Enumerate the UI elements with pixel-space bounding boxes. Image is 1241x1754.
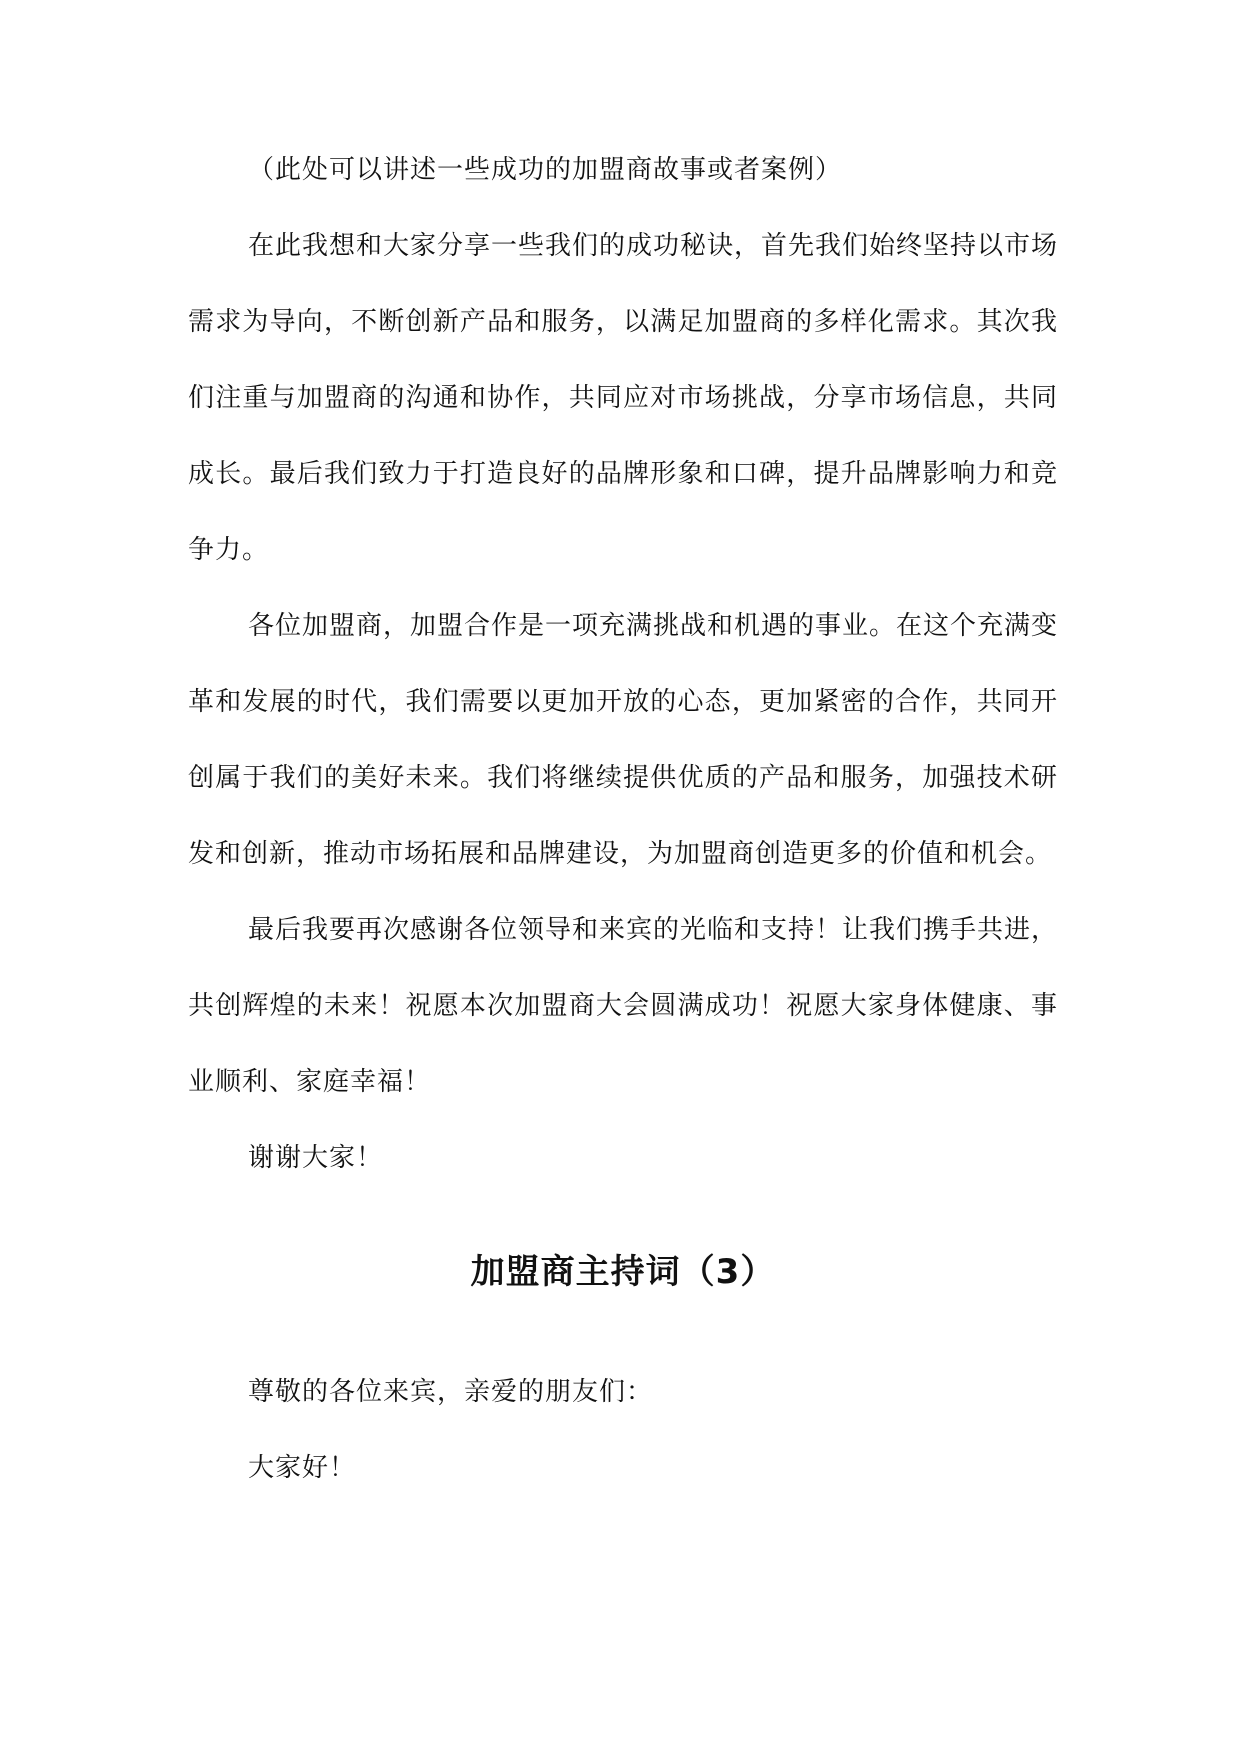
paragraph-success-secrets: 在此我想和大家分享一些我们的成功秘诀，首先我们始终坚持以市场需求为导向，不断创新产品和服务，以满足加盟商的多样化需求。其次我们注重与加盟商的沟通和协作，共同应对市场挑战，分享市场信息，共同成长。最后我们致力于打造良好的品牌形象和口碑，提升品牌影响力和竞争力。 [188, 231, 1059, 565]
paragraph-thanks: 最后我要再次感谢各位领导和来宾的光临和支持！让我们携手共进，共创辉煌的未来！祝愿本次加盟商大会圆满成功！祝愿大家身体健康、事业顺利、家庭幸福！ [188, 915, 1059, 1097]
paragraph-cooperation: 各位加盟商，加盟合作是一项充满挑战和机遇的事业。在这个充满变革和发展的时代，我们需要以更加开放的心态，更加紧密的合作，共同开创属于我们的美好未来。我们将继续提供优质的产品和服务，加强技术研发和创新，推动市场拓展和品牌建设，为加盟商创造更多的价值和机会。 [188, 611, 1059, 869]
section-title: 加盟商主持词（3） [470, 1252, 776, 1292]
document-content [188, 140, 1058, 1506]
paragraph-greeting-address: 尊敬的各位来宾，亲爱的朋友们： [248, 1377, 654, 1407]
paragraph-closing: 谢谢大家！ [248, 1143, 384, 1173]
paragraph-case-note: （此处可以讲述一些成功的加盟商故事或者案例） [248, 155, 843, 185]
paragraph-greeting: 大家好！ [248, 1453, 357, 1483]
